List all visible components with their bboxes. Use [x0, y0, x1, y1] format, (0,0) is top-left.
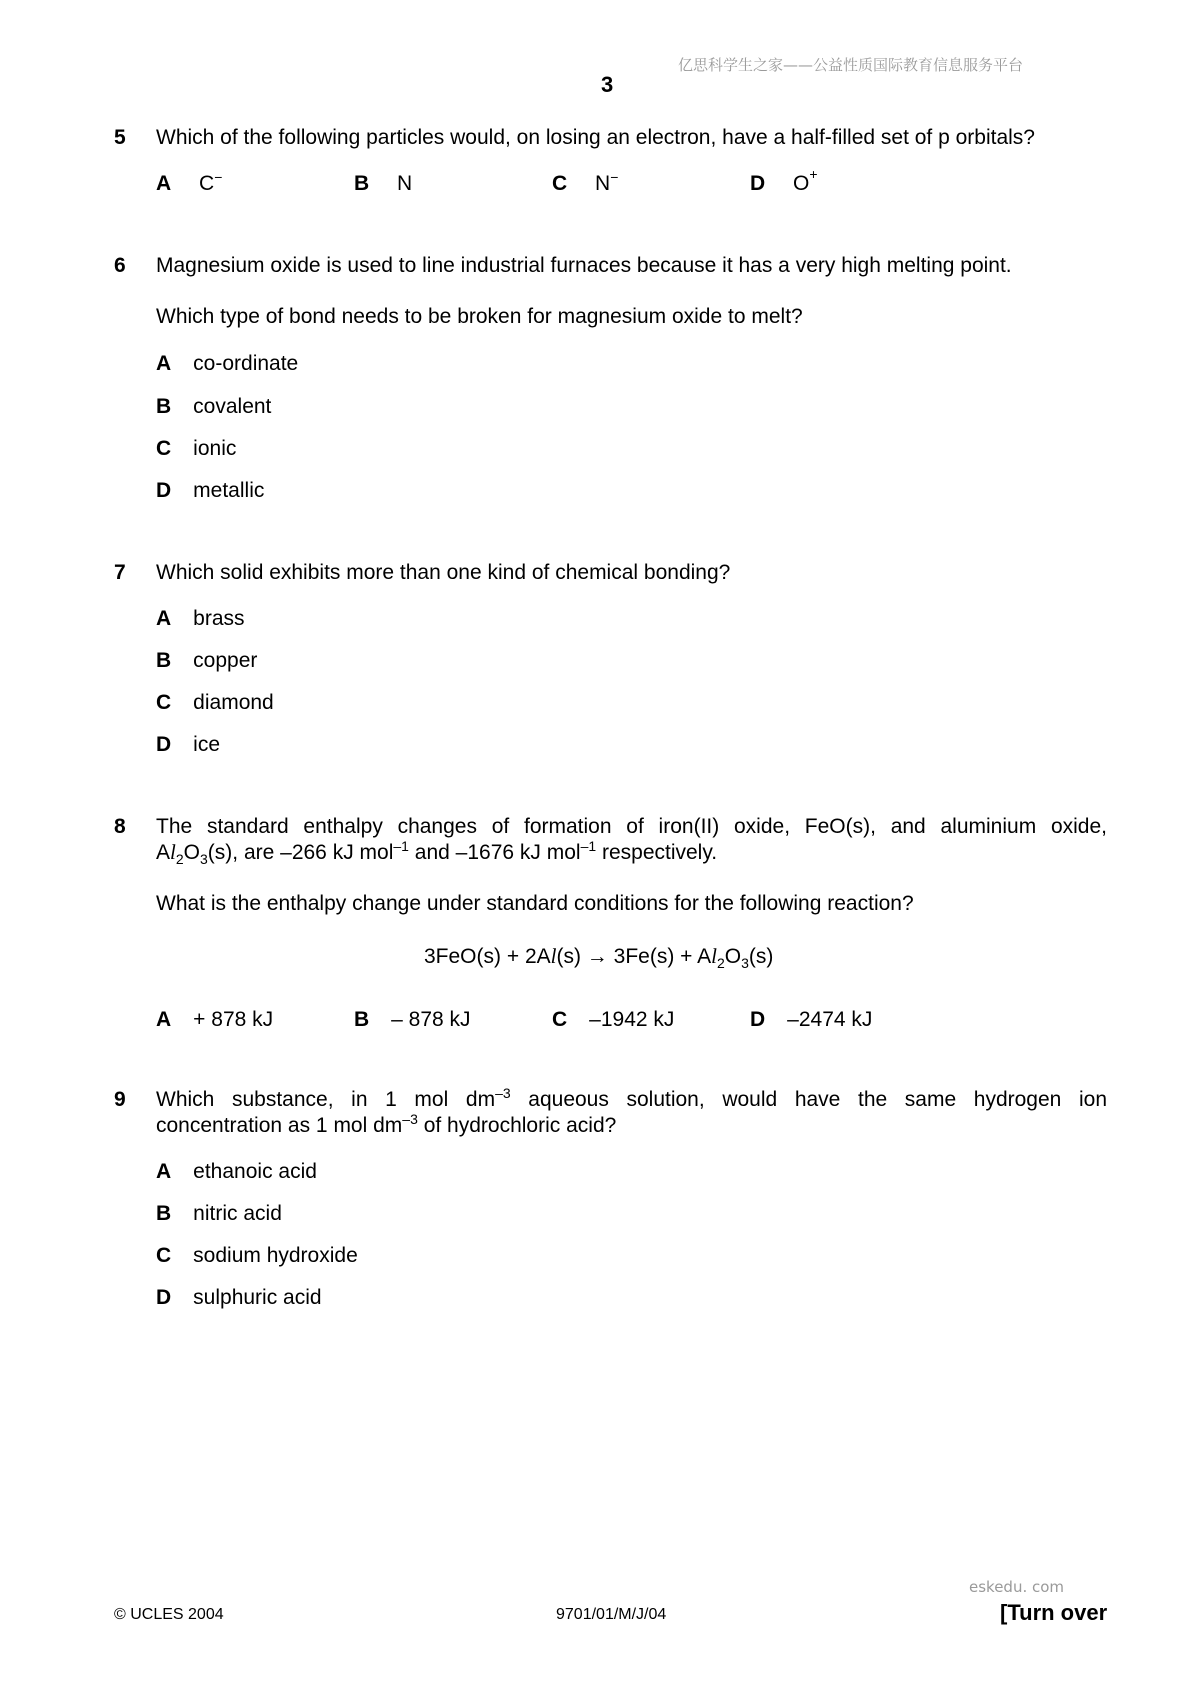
option-text: copper: [193, 649, 258, 672]
question-text-line-2: $Al_2O_3(s)$, are –266 kJ mol$^{-1}$ and –1676 kJ mol$^{-1}$ respectively.: [156, 838, 718, 867]
option-text: co-ordinate: [193, 352, 299, 375]
option-letter: C: [552, 172, 568, 195]
footer-copyright: © UCLES 2004: [114, 1606, 224, 1623]
option-letter: A: [156, 352, 172, 375]
option-charge: +: [809, 166, 818, 182]
question-text-line-1: Which substance, in 1 mol $dm^{-3}$ aqueous solution, would have the same hydrogen ion: [156, 1085, 1107, 1111]
question-prompt: Which type of bond needs to be broken for magnesium oxide to melt?: [156, 305, 803, 328]
option-letter: C: [552, 1008, 568, 1031]
question-text: Magnesium oxide is used to line industrial furnaces because it has a very high melting point.: [156, 254, 1012, 277]
option-text: metallic: [193, 479, 265, 502]
option-letter: A: [156, 1160, 172, 1183]
option-charge: −: [214, 169, 223, 185]
footer-paper-code: 9701/01/M/J/04: [556, 1606, 667, 1623]
option-c: [156, 437, 236, 461]
question-number: 7: [114, 561, 126, 584]
question-number: 9: [114, 1088, 126, 1111]
option-letter: D: [750, 1008, 766, 1031]
option-text: + 878 kJ: [193, 1008, 274, 1031]
option-b: [354, 172, 412, 196]
option-letter: D: [750, 172, 766, 195]
option-letter: B: [354, 172, 370, 195]
option-letter: C: [156, 1244, 172, 1267]
option-c: [156, 1244, 358, 1268]
option-text: C: [199, 172, 215, 195]
option-letter: D: [156, 733, 172, 756]
option-a: [156, 352, 298, 376]
question-text: Which solid exhibits more than one kind of chemical bonding?: [156, 561, 731, 584]
option-a: [156, 169, 223, 196]
option-text: –2474 kJ: [787, 1008, 873, 1031]
option-d: [156, 479, 264, 503]
option-letter: B: [156, 395, 172, 418]
question-prompt: What is the enthalpy change under standard conditions for the following reaction?: [156, 892, 914, 915]
option-a: [156, 1160, 317, 1184]
option-letter: A: [156, 607, 172, 630]
turn-over-label: [Turn over: [1000, 1600, 1108, 1625]
option-c: [552, 169, 619, 196]
option-d: [156, 1286, 322, 1310]
option-text: – 878 kJ: [391, 1008, 471, 1031]
option-c: [156, 691, 274, 715]
option-b: [354, 1008, 471, 1032]
option-letter: D: [156, 479, 172, 502]
option-a: [156, 1008, 273, 1032]
option-text: O: [793, 172, 810, 195]
option-text: ionic: [193, 437, 237, 460]
question-number: 6: [114, 254, 126, 277]
option-text: diamond: [193, 691, 274, 714]
option-b: [156, 649, 257, 673]
option-text: –1942 kJ: [589, 1008, 675, 1031]
option-letter: B: [156, 649, 172, 672]
option-d: [156, 733, 220, 757]
question-text-line-1: The standard enthalpy changes of formation of iron(II) oxide, FeO(s), and aluminium oxide,: [156, 815, 1107, 838]
option-text: brass: [193, 607, 245, 630]
question-number: 5: [114, 126, 126, 149]
page-number: 3: [601, 72, 614, 97]
option-letter: C: [156, 691, 172, 714]
option-charge: −: [610, 169, 619, 185]
option-text: sodium hydroxide: [193, 1244, 358, 1267]
question-text-line-2: concentration as 1 mol $dm^{-3}$ of hydrochloric acid?: [156, 1111, 617, 1137]
option-letter: D: [156, 1286, 172, 1309]
option-text: ethanoic acid: [193, 1160, 317, 1183]
option-letter: B: [156, 1202, 172, 1225]
question-number: 8: [114, 815, 126, 838]
option-a: [156, 607, 245, 631]
option-c: [552, 1008, 674, 1032]
option-b: [156, 1202, 282, 1226]
question-text: Which of the following particles would, on losing an electron, have a half-filled set of p orbitals?: [156, 126, 1035, 149]
option-letter: A: [156, 172, 172, 195]
option-letter: B: [354, 1008, 370, 1031]
header-watermark: 亿思科学生之家——公益性质国际教育信息服务平台: [678, 56, 1024, 74]
option-text: nitric acid: [193, 1202, 282, 1225]
option-letter: A: [156, 1008, 172, 1031]
option-d: [750, 1008, 872, 1032]
option-text: ice: [193, 733, 221, 756]
option-text: N: [397, 172, 413, 195]
option-letter: C: [156, 437, 172, 460]
option-b: [156, 395, 271, 419]
footer-site-watermark: eskedu. com: [969, 1578, 1065, 1596]
option-d: [750, 166, 818, 196]
option-text: sulphuric acid: [193, 1286, 322, 1309]
option-text: covalent: [193, 395, 272, 418]
reaction-equation: $3FeO(s) + 2Al(s) \to 3Fe(s) + Al_2O_3(s)$: [424, 944, 774, 971]
option-text: N: [595, 172, 611, 195]
